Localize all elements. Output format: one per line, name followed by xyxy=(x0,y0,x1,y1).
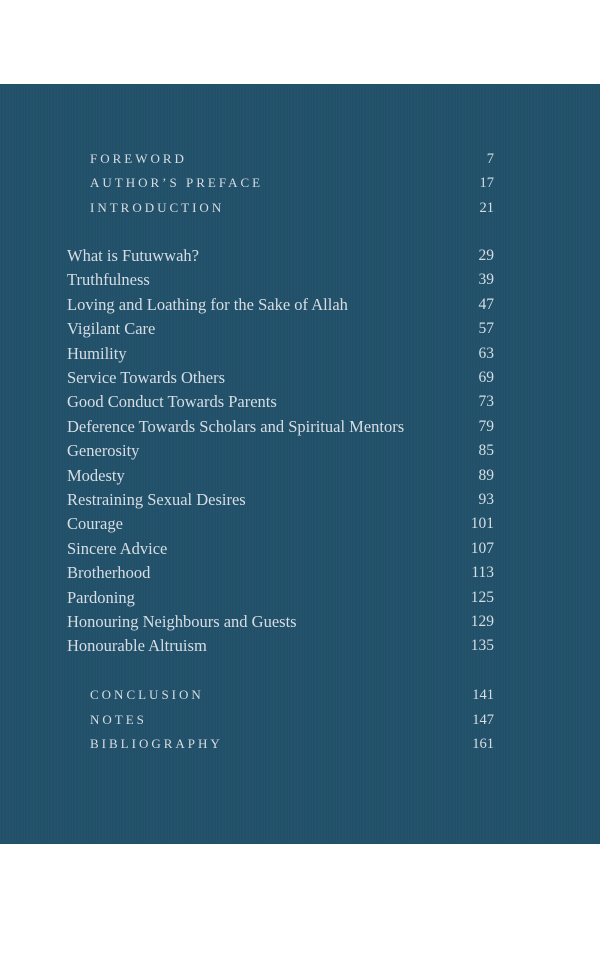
toc-entry-title: Deference Towards Scholars and Spiritual Mentors xyxy=(67,417,405,436)
toc-entry-page-number: 107 xyxy=(470,540,494,557)
toc-entry-title: CONCLUSION xyxy=(90,687,204,702)
toc-entry-title: Loving and Loathing for the Sake of Allah xyxy=(67,295,348,314)
toc-entry-title: Generosity xyxy=(67,441,140,460)
toc-entry-title: Restraining Sexual Desires xyxy=(67,490,246,509)
toc-chapter-entry xyxy=(0,464,600,488)
toc-entry-title: INTRODUCTION xyxy=(90,200,225,215)
toc-chapter-entry xyxy=(0,512,600,536)
toc-entry-page-number: 21 xyxy=(479,200,494,216)
toc-chapter-entry xyxy=(0,537,600,561)
toc-entry-page-number: 63 xyxy=(478,345,494,362)
toc-entry-page-number: 161 xyxy=(472,736,494,752)
toc-entry-title: Honourable Altruism xyxy=(67,636,207,655)
toc-entry-title: Good Conduct Towards Parents xyxy=(67,392,277,411)
toc-entry-page-number: 141 xyxy=(472,687,494,703)
toc-entry-page-number: 101 xyxy=(470,515,494,532)
toc-chapter-entry xyxy=(0,586,600,610)
toc-entry-title: Humility xyxy=(67,344,127,363)
toc-entry-title: Courage xyxy=(67,514,123,533)
toc-entry-page-number: 113 xyxy=(471,564,494,581)
toc-entry-page-number: 93 xyxy=(478,491,494,508)
toc-chapter-entry xyxy=(0,610,600,634)
toc-chapter-entry xyxy=(0,342,600,366)
toc-chapter-entry xyxy=(0,244,600,268)
toc-entry-notes xyxy=(0,708,600,732)
toc-entry-authors-preface xyxy=(0,171,600,195)
toc-entry-title: AUTHOR’S PREFACE xyxy=(90,175,264,190)
toc-chapter-entry xyxy=(0,415,600,439)
toc-entry-page-number: 39 xyxy=(478,271,494,288)
toc-entry-page-number: 69 xyxy=(478,369,494,386)
toc-chapter-entry xyxy=(0,439,600,463)
toc-entry-page-number: 129 xyxy=(470,613,494,630)
toc-entry-title: Brotherhood xyxy=(67,563,151,582)
toc-chapter-entry xyxy=(0,317,600,341)
toc-chapter-entry xyxy=(0,561,600,585)
toc-entry-page-number: 57 xyxy=(478,320,494,337)
toc-entry-title: FOREWORD xyxy=(90,151,187,166)
toc-entry-page-number: 135 xyxy=(470,637,494,654)
toc-entry-page-number: 125 xyxy=(470,589,494,606)
toc-entry-conclusion xyxy=(0,683,600,707)
toc-chapter-entry xyxy=(0,268,600,292)
toc-entry-page-number: 147 xyxy=(472,712,494,728)
toc-entry-title: What is Futuwwah? xyxy=(67,246,199,265)
toc-chapter-entry xyxy=(0,488,600,512)
toc-entry-page-number: 17 xyxy=(479,175,494,191)
toc-entry-title: Vigilant Care xyxy=(67,319,156,338)
toc-chapter-entry xyxy=(0,293,600,317)
toc-entry-page-number: 47 xyxy=(478,296,494,313)
toc-chapter-entry xyxy=(0,634,600,658)
toc-entry-title: Truthfulness xyxy=(67,270,150,289)
contents-page xyxy=(0,84,600,844)
toc-entry-title: NOTES xyxy=(90,712,147,727)
toc-entry-title: Sincere Advice xyxy=(67,539,168,558)
toc-entry-page-number: 73 xyxy=(478,393,494,410)
toc-entry-page-number: 89 xyxy=(478,467,494,484)
toc-entry-page-number: 29 xyxy=(478,247,494,264)
toc-chapter-entry xyxy=(0,390,600,414)
toc-entry-title: BIBLIOGRAPHY xyxy=(90,736,223,751)
toc-chapter-entry xyxy=(0,366,600,390)
toc-entry-title: Pardoning xyxy=(67,588,135,607)
toc-entry-title: Honouring Neighbours and Guests xyxy=(67,612,297,631)
toc-entry-foreword xyxy=(0,147,600,171)
toc-entry-page-number: 7 xyxy=(486,151,494,167)
toc-entry-page-number: 79 xyxy=(478,418,494,435)
toc-entry-bibliography xyxy=(0,732,600,756)
toc-entry-title: Service Towards Others xyxy=(67,368,225,387)
toc-entry-page-number: 85 xyxy=(478,442,494,459)
toc-entry-title: Modesty xyxy=(67,466,125,485)
toc-entry-introduction xyxy=(0,196,600,220)
